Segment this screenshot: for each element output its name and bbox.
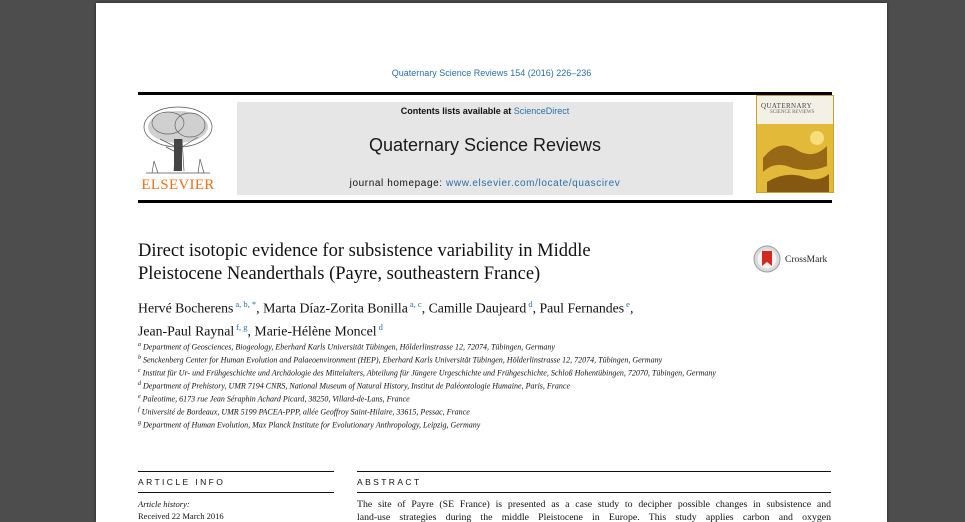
abstract-line: land-use strategies during the middle Pleistocene in Europe. This study applies carbon and oxygen bbox=[357, 511, 831, 522]
journal-banner bbox=[237, 102, 733, 195]
abstract-top-rule bbox=[357, 471, 831, 472]
affiliation-item bbox=[138, 379, 758, 392]
author-affiliation-marker[interactable]: a, c bbox=[409, 299, 422, 309]
affiliation-key: e bbox=[138, 394, 141, 401]
affiliation-key: c bbox=[138, 368, 141, 375]
article-history-label: Article history: bbox=[138, 499, 190, 509]
affiliation-text: Department of Geosciences, Biogeology, Eberhard Karls Universität Tübingen, Hölderlinstrasse 12, 72074, Tübingen, Germany bbox=[143, 342, 555, 352]
abstract-heading: ABSTRACT bbox=[357, 477, 422, 487]
affiliation-text: Senckenberg Center for Human Evolution and Palaeoenvironment (HEP), Eberhard Karls Universität Tübingen, Hölderlinstrasse 12, 72074, Tübingen, Germany bbox=[143, 355, 663, 365]
affiliation-key: a bbox=[138, 342, 141, 348]
affiliation-item bbox=[138, 366, 758, 379]
affiliation-text: Department of Prehistory, UMR 7194 CNRS, National Museum of Natural History, Institut de Paléontologie Humaine, Paris, France bbox=[143, 381, 571, 391]
crossmark-icon bbox=[753, 245, 781, 273]
affiliation-text: Paleotime, 6173 rue Jean Séraphin Achard Picard, 38250, Villard-de-Lans, France bbox=[142, 394, 410, 404]
crossmark-label: CrossMark bbox=[785, 255, 828, 265]
header-bottom-rule bbox=[138, 200, 832, 203]
journal-title: Quaternary Science Reviews bbox=[368, 135, 602, 155]
author-name[interactable]: Camille Daujeard bbox=[428, 300, 527, 316]
affiliation-item bbox=[138, 392, 758, 405]
header-top-rule bbox=[138, 92, 832, 95]
affiliation-text: Institut für Ur- und Frühgeschichte und Archäologie des Mittelalters, Abteilung für Jüngere Urgeschichte und Frühgeschichte, Schloß Hohentübingen, 72070, Tübingen, Germany bbox=[142, 368, 716, 378]
author-affiliation-marker[interactable]: e bbox=[626, 299, 630, 309]
abstract-bottom-rule bbox=[357, 492, 831, 493]
author-name[interactable]: Marie-Hélène Moncel bbox=[254, 323, 377, 339]
homepage-line bbox=[237, 178, 733, 189]
affiliation-item bbox=[138, 418, 758, 431]
affiliation-item bbox=[138, 340, 758, 353]
affiliation-key: f bbox=[138, 407, 140, 414]
received-date: Received 22 March 2016 bbox=[138, 511, 224, 521]
abstract-text bbox=[357, 499, 831, 522]
article-title-line1: Direct isotopic evidence for subsistence variability in Middle bbox=[138, 241, 591, 261]
affiliation-key: b bbox=[138, 355, 141, 362]
affiliation-key: d bbox=[138, 381, 141, 388]
author-list bbox=[138, 295, 758, 340]
author-name[interactable]: Hervé Bocherens bbox=[138, 300, 234, 316]
author-affiliation-marker[interactable]: f, g bbox=[236, 321, 248, 332]
affiliation-text: Department of Human Evolution, Max Planck Institute for Evolutionary Anthropology, Leipzig, Germany bbox=[143, 421, 481, 431]
affiliation-text: Université de Bordeaux, UMR 5199 PACEA-PPP, allée Geoffroy Saint-Hilaire, 33615, Pessac, France bbox=[141, 407, 470, 417]
author-name[interactable]: Marta Díaz-Zorita Bonilla bbox=[263, 300, 408, 316]
author-separator: , bbox=[256, 300, 264, 316]
article-info-top-rule bbox=[138, 471, 334, 472]
article-title-line2: Pleistocene Neanderthals (Payre, southeastern France) bbox=[138, 264, 541, 284]
author-separator: , bbox=[247, 323, 255, 339]
cover-title-line2: SCIENCE REVIEWS bbox=[770, 110, 815, 115]
cover-title-line1: QUATERNARY bbox=[761, 102, 813, 110]
journal-homepage-link[interactable]: www.elsevier.com/locate/quascirev bbox=[446, 178, 621, 189]
author-name[interactable]: Jean-Paul Raynal bbox=[138, 323, 235, 339]
affiliation-item bbox=[138, 353, 758, 366]
author-affiliation-marker[interactable]: a, b, * bbox=[235, 299, 257, 309]
author-line-1 bbox=[138, 295, 758, 318]
journal-citation[interactable]: Quaternary Science Reviews 154 (2016) 226–236 bbox=[391, 68, 592, 78]
journal-cover-thumbnail bbox=[756, 95, 834, 193]
author-separator: , bbox=[421, 300, 429, 316]
contents-prefix: Contents lists available at bbox=[400, 106, 514, 116]
author-name[interactable]: Paul Fernandes bbox=[539, 300, 625, 316]
author-separator: , bbox=[629, 300, 634, 316]
homepage-label: journal homepage: bbox=[349, 178, 447, 189]
article-info-bottom-rule bbox=[138, 492, 334, 493]
affiliation-item bbox=[138, 405, 758, 418]
author-affiliation-marker[interactable]: d bbox=[378, 321, 383, 332]
pdf-page bbox=[96, 3, 887, 522]
contents-line bbox=[237, 106, 733, 116]
author-affiliation-marker[interactable]: d bbox=[528, 299, 533, 309]
abstract-line: The site of Payre (SE France) is presented as a case study to decipher possible changes in subsistence and bbox=[357, 499, 831, 510]
crossmark-badge[interactable] bbox=[753, 245, 887, 273]
article-title bbox=[138, 240, 678, 286]
publisher-wordmark: ELSEVIER bbox=[141, 177, 215, 193]
article-info-heading: ARTICLE INFO bbox=[138, 477, 226, 487]
cover-artwork bbox=[757, 124, 833, 192]
affiliation-list bbox=[138, 340, 758, 431]
sciencedirect-link[interactable]: ScienceDirect bbox=[513, 106, 570, 116]
author-line-2 bbox=[138, 318, 758, 341]
author-separator: , bbox=[532, 300, 540, 316]
affiliation-key: g bbox=[138, 420, 141, 427]
